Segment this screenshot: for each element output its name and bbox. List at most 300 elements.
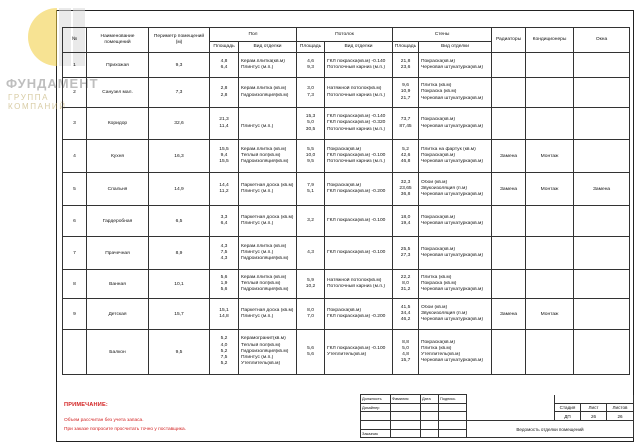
floor-area-line: 4,8 (220, 58, 228, 64)
windows-cell (574, 108, 630, 140)
wall-area-line: 10,9 (400, 89, 411, 95)
tb-customer-label: Заказчик (361, 429, 391, 438)
ceiling-area (297, 299, 325, 330)
wall-area (393, 270, 419, 299)
floor-finish (239, 237, 297, 270)
floor-area (210, 206, 239, 237)
floor-area-line: 5,2 (220, 361, 228, 367)
floor-area-line: 15,5 (219, 146, 229, 152)
wall-finish-line: Покраска(кв.м) (421, 58, 455, 64)
title-block (360, 394, 634, 438)
wall-area-line: 46,8 (400, 159, 411, 165)
room-perimeter: 14,9 (149, 173, 210, 206)
ceiling-area-line: 5,9 (307, 277, 314, 283)
ceiling-finish (325, 330, 393, 375)
ceiling-area (297, 237, 325, 270)
conditioners-cell (526, 206, 574, 237)
floor-area-line: 2,8 (220, 92, 228, 98)
floor-finish-line: Керам.плитка (кв.м) (241, 274, 287, 280)
floor-finish-line: Утеплитель(кв.м) (241, 361, 281, 367)
floor-area (210, 270, 239, 299)
floor-finish (239, 270, 297, 299)
header-floor-finish: Вид отделки (239, 42, 297, 53)
wall-finish-line: Черновая штукатурка(кв.м) (421, 95, 484, 101)
floor-area-line: 5,6 (220, 274, 228, 280)
wall-finish-line: Черновая штукатурка(кв.м) (421, 123, 484, 129)
wall-area-line: 15,7 (400, 358, 411, 364)
wall-area-line: 21,8 (400, 58, 411, 64)
wall-finish-line: Черновая штукатурка(кв.м) (421, 317, 484, 323)
ceiling-area (297, 140, 325, 173)
wall-area-line: 22,2 (400, 274, 411, 280)
wall-area-line: 5,0 (402, 345, 409, 351)
wall-area (393, 299, 419, 330)
ceiling-finish (325, 173, 393, 206)
ceiling-finish-line: Потолочный карниз (м.п.) (327, 126, 386, 132)
radiators-cell: Замена (492, 173, 526, 206)
table-row (63, 237, 630, 270)
wall-finish (419, 270, 492, 299)
ceiling-area (297, 270, 325, 299)
logo-subtitle: ГРУППА КОМПАНИЙ (8, 93, 67, 111)
floor-finish-line: Теплый пол(кв.м) (241, 280, 281, 286)
ceiling-area-line: 10,2 (305, 284, 316, 289)
floor-area-line: 4,0 (220, 342, 228, 348)
ceiling-area-line: 5,5 (307, 146, 314, 152)
wall-finish-line: Черновая штукатурка(кв.м) (421, 65, 484, 70)
radiators-cell (492, 237, 526, 270)
room-perimeter: 10,1 (149, 270, 210, 299)
note-line-1: Объем рассчитан без учета запаса. (64, 418, 144, 423)
header-floor: Пол (210, 28, 297, 42)
floor-finish-line: Паркетная доска (кв.м) (241, 182, 294, 188)
floor-area-line: 14,4 (219, 182, 229, 188)
floor-finish-line: Плинтус (м.п.) (241, 189, 274, 194)
wall-area-line: 9,6 (402, 83, 409, 89)
conditioners-cell (526, 330, 574, 375)
header-name: Наименование помещений (87, 28, 149, 53)
wall-area-line: 23,6 (400, 65, 411, 70)
wall-area (393, 108, 419, 140)
radiators-cell (492, 53, 526, 78)
wall-area (393, 140, 419, 173)
floor-area-line: 14,8 (219, 314, 229, 319)
wall-finish-line: Обои (кв.м) (421, 179, 448, 185)
wall-finish-line: Покраска(кв.м) (421, 339, 455, 345)
floor-finish-line: Керам.плитка (кв.м) (241, 146, 287, 152)
floor-finish (239, 140, 297, 173)
floor-finish-line: Гидроизоляция(кв.м) (241, 256, 289, 262)
wall-area-line: 19,4 (400, 221, 411, 226)
radiators-cell (492, 206, 526, 237)
ceiling-area-line: 5,6 (307, 352, 314, 357)
row-num: 4 (63, 140, 87, 173)
floor-area-line: 11,4 (219, 123, 229, 129)
floor-area (210, 237, 239, 270)
conditioners-cell: Монтаж (526, 173, 574, 206)
wall-area (393, 53, 419, 78)
tb-sheet-value: 26 (581, 412, 607, 421)
room-name: Ванная (87, 270, 149, 299)
radiators-cell (492, 108, 526, 140)
conditioners-cell (526, 237, 574, 270)
room-name: Кухня (87, 140, 149, 173)
wall-finish-line: Покраска(кв.м) (421, 152, 455, 158)
table-row (63, 299, 630, 330)
windows-cell (574, 140, 630, 173)
wall-area-line: 8,8 (402, 339, 409, 345)
floor-finish-line: Плинтус (м.п.) (241, 221, 274, 226)
floor-finish-line: Керам.плитка(кв.м) (241, 58, 285, 64)
floor-finish (239, 299, 297, 330)
wall-area (393, 237, 419, 270)
ceiling-area-line: 7,0 (307, 314, 314, 319)
wall-finish-line: Покраска(кв.м) (421, 214, 455, 220)
wall-area-line: 4,8 (402, 352, 409, 357)
ceiling-area-line: 10,0 (305, 152, 316, 158)
windows-cell (574, 78, 630, 108)
header-perimeter: Периметр помещений (м) (149, 28, 210, 53)
floor-area-line: 5,2 (220, 348, 228, 354)
windows-cell (574, 206, 630, 237)
floor-finish-line: Керам.плитка (кв.м) (241, 243, 287, 249)
radiators-cell: Замена (492, 140, 526, 173)
wall-area-line: 41,5 (400, 304, 411, 310)
ceiling-area-line: 9,3 (307, 65, 314, 70)
floor-finish (239, 78, 297, 108)
row-num: 6 (63, 206, 87, 237)
ceiling-finish-line: Покраска(кв.м) (327, 146, 361, 152)
wall-finish (419, 173, 492, 206)
wall-area-line: 42,6 (400, 152, 411, 158)
row-num: 2 (63, 78, 87, 108)
floor-area-line: 6,4 (220, 65, 228, 70)
wall-finish-line: Плитка (кв.м) (421, 83, 452, 89)
ceiling-area-line: 4,6 (307, 58, 314, 64)
row-num: 8 (63, 270, 87, 299)
row-num: 1 (63, 53, 87, 78)
wall-area-line: 87,45 (399, 123, 412, 129)
ceiling-finish (325, 53, 393, 78)
floor-finish (239, 108, 297, 140)
ceiling-area-line: 5,1 (307, 189, 314, 194)
table-row (63, 53, 630, 78)
floor-area-line: 15,5 (219, 159, 229, 165)
floor-area-line: 9,4 (220, 152, 228, 158)
ceiling-finish-line: ГКЛ покраска(кв.м) -0.140 (327, 114, 386, 120)
ceiling-finish (325, 108, 393, 140)
ceiling-area (297, 206, 325, 237)
ceiling-finish-line: ГКЛ покраска(кв.м) -0.100 (327, 345, 386, 351)
windows-cell: Замена (574, 173, 630, 206)
ceiling-area-line: 30,5 (305, 126, 316, 132)
wall-area-line: 36,8 (400, 192, 411, 198)
row-num: 3 (63, 108, 87, 140)
header-ceiling-finish: Вид отделки (325, 42, 393, 53)
wall-area (393, 330, 419, 375)
row-num: 9 (63, 299, 87, 330)
note-line-2: При заказе попросите просчитать точно у поставщика. (64, 427, 187, 432)
room-name: Прихожая (87, 53, 149, 78)
ceiling-finish-line: ГКЛ покраска(кв.м) -0.100 (327, 152, 386, 158)
ceiling-area-line: 7,9 (307, 182, 314, 188)
wall-finish-line: Утеплитель(кв.м) (421, 352, 461, 357)
wall-area (393, 206, 419, 237)
wall-finish (419, 299, 492, 330)
wall-area-line: 5,2 (402, 146, 409, 152)
wall-area-line: 34,4 (400, 310, 411, 316)
ceiling-finish-line: Потолочный карниз (м.п.) (327, 159, 386, 165)
floor-finish-line: Гидроизоляция(кв.м) (241, 159, 289, 165)
room-perimeter: 15,7 (149, 299, 210, 330)
ceiling-area-line: 7,3 (307, 92, 314, 98)
wall-finish (419, 53, 492, 78)
table-row (63, 330, 630, 375)
floor-finish (239, 330, 297, 375)
ceiling-finish (325, 206, 393, 237)
windows-cell (574, 237, 630, 270)
wall-finish-line: Плитка (кв.м) (421, 274, 452, 280)
floor-finish-line: Паркетная доска (кв.м) (241, 214, 294, 220)
wall-finish-line: Черновая штукатурка(кв.м) (421, 253, 484, 258)
wall-area-line: 27,3 (400, 253, 411, 258)
ceiling-area (297, 53, 325, 78)
wall-finish (419, 78, 492, 108)
ceiling-area-line: 5,0 (307, 120, 314, 126)
wall-finish-line: Покраска (кв.м) (421, 89, 457, 95)
tb-col-date: Дата (421, 395, 439, 404)
room-name: Прачечная (87, 237, 149, 270)
tb-doc-title: Ведомость отделки помещений (467, 421, 634, 438)
conditioners-cell: Монтаж (526, 140, 574, 173)
tb-sheets-value: 26 (607, 412, 634, 421)
tb-stage-label: Стадия (555, 403, 581, 412)
floor-finish-line: Плинтус (м.п.) (241, 314, 274, 319)
wall-finish (419, 206, 492, 237)
header-walls-finish: Вид отделки (419, 42, 492, 53)
header-ceiling: Потолок (297, 28, 393, 42)
wall-area-line: 25,5 (400, 246, 411, 252)
floor-finish-line: Плинтус (м.п.) (241, 123, 274, 129)
floor-area-line: 1,9 (220, 280, 228, 286)
wall-finish (419, 237, 492, 270)
header-floor-area: Площадь (210, 42, 239, 53)
conditioners-cell (526, 78, 574, 108)
header-num: № (63, 28, 87, 53)
wall-finish-line: Обои (кв.м) (421, 304, 448, 310)
wall-area-line: 46,2 (400, 317, 411, 323)
room-perimeter: 32,6 (149, 108, 210, 140)
room-name: Гардеробная (87, 206, 149, 237)
tb-designer-label: Дизайнер (361, 403, 391, 412)
floor-finish-line: Теплый пол(кв.м) (241, 342, 281, 348)
ceiling-finish (325, 140, 393, 173)
wall-finish-line: Плитка (кв.м) (421, 345, 452, 351)
wall-area-line: 73,7 (400, 117, 411, 123)
radiators-cell (492, 270, 526, 299)
ceiling-finish (325, 78, 393, 108)
wall-area (393, 173, 419, 206)
floor-area-line: 15,1 (219, 307, 229, 313)
header-radiators: Радиаторы (492, 28, 526, 53)
finishing-schedule-table (62, 27, 630, 375)
floor-finish-line: Керам.плитка (кв.м) (241, 86, 287, 92)
ceiling-area (297, 78, 325, 108)
wall-finish-line: Звукоизоляция (п.м) (421, 185, 468, 191)
windows-cell (574, 53, 630, 78)
tb-col-position: Должность (361, 395, 391, 404)
note-title: ПРИМЕЧАНИЕ: (64, 402, 108, 408)
ceiling-area-line: 9,5 (307, 159, 314, 165)
room-name: Коридор (87, 108, 149, 140)
windows-cell (574, 270, 630, 299)
floor-finish (239, 206, 297, 237)
floor-area-line: 7,5 (220, 355, 228, 361)
wall-area-line: 18,0 (400, 214, 411, 220)
wall-finish (419, 330, 492, 375)
row-num (63, 330, 87, 375)
wall-finish-line: Черновая штукатурка(кв.м) (421, 358, 484, 364)
wall-finish-line: Черновая штукатурка(кв.м) (421, 159, 484, 165)
room-perimeter: 9,3 (149, 53, 210, 78)
wall-finish-line: Черновая штукатурка(кв.м) (421, 221, 484, 226)
wall-finish-line: Покраска(кв.м) (421, 117, 455, 123)
floor-finish-line: Плинтус (м.п.) (241, 65, 274, 70)
wall-area (393, 78, 419, 108)
ceiling-finish-line: Потолочный карниз (м.п.) (327, 284, 386, 289)
wall-finish-line: Черновая штукатурка(кв.м) (421, 287, 484, 293)
room-perimeter: 9,5 (149, 330, 210, 375)
floor-area (210, 108, 239, 140)
floor-finish-line: Паркетная доска (кв.м) (241, 307, 294, 313)
floor-finish-line: Плинтус (м.п.) (241, 355, 274, 361)
ceiling-finish-line: ГКЛ покраска(кв.м) -0.140 (327, 58, 386, 64)
floor-area (210, 140, 239, 173)
room-perimeter: 8,9 (149, 237, 210, 270)
floor-area-line: 4,3 (220, 256, 228, 262)
tb-sheets-label: Листов (607, 403, 634, 412)
floor-finish-line: Гидроизоляция(кв.м) (241, 348, 289, 354)
floor-area-line: 6,4 (220, 221, 228, 226)
room-name: Балкон (87, 330, 149, 375)
floor-finish (239, 173, 297, 206)
floor-area-line: 5,2 (220, 336, 228, 342)
ceiling-area-line: 3,2 (307, 217, 314, 223)
floor-area-line: 2,8 (220, 86, 228, 92)
wall-finish (419, 140, 492, 173)
ceiling-finish-line: Покраска(кв.м) (327, 307, 361, 313)
row-num: 7 (63, 237, 87, 270)
conditioners-cell (526, 108, 574, 140)
floor-area-line: 21,3 (219, 117, 229, 123)
wall-area-line: 31,2 (400, 287, 411, 293)
floor-area-line: 7,5 (220, 249, 228, 255)
tb-stage-value: ДП (555, 412, 581, 421)
table-row (63, 140, 630, 173)
ceiling-finish (325, 270, 393, 299)
wall-finish-line: Звукоизоляция (п.м) (421, 310, 468, 316)
logo-title: ФУНДАМЕНТ (6, 76, 99, 91)
floor-finish-line: Керамогранит(кв.м) (241, 336, 286, 342)
windows-cell (574, 330, 630, 375)
floor-area-line: 3,3 (220, 214, 228, 220)
ceiling-finish-line: ГКЛ покраска(кв.м) -0.200 (327, 189, 386, 194)
header-windows: Окна (574, 28, 630, 53)
ceiling-area (297, 173, 325, 206)
row-num: 5 (63, 173, 87, 206)
room-name: Спальня (87, 173, 149, 206)
wall-area-line: 21,7 (400, 95, 411, 101)
ceiling-finish (325, 299, 393, 330)
ceiling-finish (325, 237, 393, 270)
wall-finish-line: Покраска(кв.м) (421, 246, 455, 252)
ceiling-area-line: 3,0 (307, 86, 314, 92)
windows-cell (574, 299, 630, 330)
ceiling-finish-line: Потолочный карниз (м.п.) (327, 65, 386, 70)
wall-finish-line: Черновая штукатурка(кв.м) (421, 192, 484, 198)
ceiling-finish-line: Утеплитель(кв.м) (327, 352, 367, 357)
floor-finish-line: Плинтус (м.п.) (241, 249, 274, 255)
room-perimeter: 16,3 (149, 140, 210, 173)
ceiling-area-line: 8,0 (307, 307, 314, 313)
radiators-cell (492, 78, 526, 108)
ceiling-finish-line: ГКЛ покраска(кв.м) -0.200 (327, 314, 386, 319)
room-perimeter: 7,3 (149, 78, 210, 108)
header-ceiling-area: Площадь (297, 42, 325, 53)
floor-area-line: 11,2 (219, 189, 229, 194)
floor-area (210, 78, 239, 108)
floor-finish-line: Теплый пол(кв.м) (241, 152, 281, 158)
floor-area (210, 173, 239, 206)
ceiling-area-line: 5,6 (307, 345, 314, 351)
ceiling-finish-line: Потолочный карниз (м.п.) (327, 92, 386, 98)
ceiling-finish-line: ГКЛ покраска(кв.м) -0.320 (327, 120, 386, 126)
ceiling-area-line: 4,3 (307, 249, 314, 255)
conditioners-cell (526, 53, 574, 78)
radiators-cell: Замена (492, 299, 526, 330)
floor-finish-line: Гидроизоляция(кв.м) (241, 287, 289, 293)
room-name: Санузел мал. (87, 78, 149, 108)
room-name: Детская (87, 299, 149, 330)
wall-area-line: 32,3 (400, 179, 411, 185)
table-row (63, 78, 630, 108)
header-conditioners: Кондиционеры (526, 28, 574, 53)
ceiling-finish-line: Покраска(кв.м) (327, 182, 361, 188)
floor-area-line: 5,6 (220, 287, 228, 293)
wall-finish-line: Плитка на фартук (кв.м) (421, 146, 476, 152)
tb-col-signature: Подпись (439, 395, 467, 404)
ceiling-area (297, 108, 325, 140)
floor-area-line: 4,3 (220, 243, 228, 249)
ceiling-finish-line: Натяжной потолок(кв.м) (327, 277, 382, 283)
floor-area (210, 53, 239, 78)
ceiling-area-line: 15,3 (305, 114, 316, 120)
header-walls: Стены (393, 28, 492, 42)
table-row (63, 206, 630, 237)
header-walls-area: Площадь (393, 42, 419, 53)
table-row (63, 108, 630, 140)
floor-finish (239, 53, 297, 78)
room-perimeter: 6,5 (149, 206, 210, 237)
conditioners-cell: Монтаж (526, 299, 574, 330)
tb-col-surname: Фамилия (391, 395, 421, 404)
ceiling-finish-line: ГКЛ покраска(кв.м) -0.100 (327, 217, 386, 223)
tb-sheet-label: Лист (581, 403, 607, 412)
floor-area (210, 330, 239, 375)
floor-finish-line: Гидроизоляция(кв.м) (241, 92, 289, 98)
wall-area-line: 23,65 (399, 185, 412, 191)
ceiling-area (297, 330, 325, 375)
